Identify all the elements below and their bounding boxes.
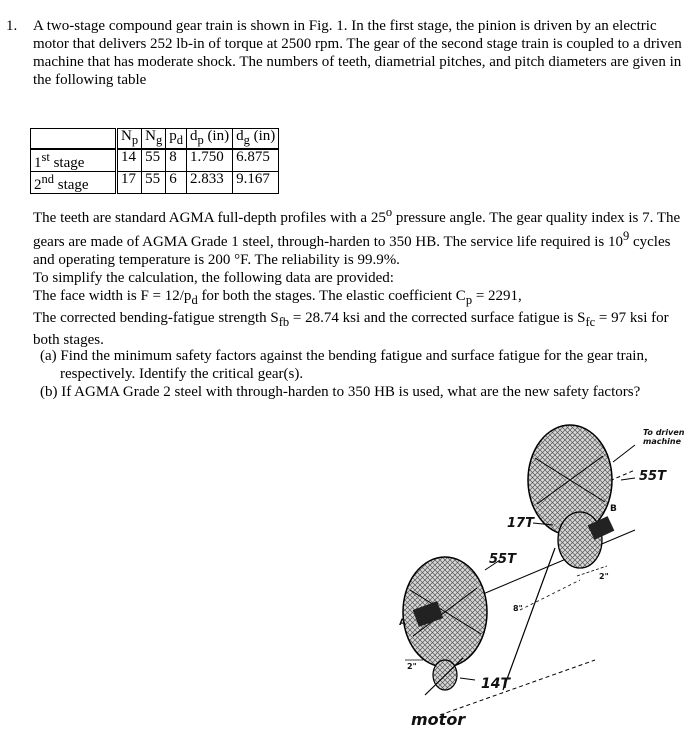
header-dp-sub: p [197,133,204,147]
leader-55t-top [621,478,635,480]
row-label-sup: nd [41,172,54,186]
header-dp-unit: (in) [203,128,230,144]
header-np-sub: p [131,133,139,147]
cell-np: 17 [117,172,142,194]
desc-text: pressure angle. The gear quality index is 7. The gears are made of AGMA Grade 1 steel, through-harden to 350 HB. The service life required is 10 [33,210,681,250]
header-ng [142,129,166,150]
subscript: fc [585,315,596,329]
questions-list [40,347,680,401]
gear-data-table [30,128,279,194]
problem-intro: A two-stage compound gear train is shown in Fig. 1. In the first stage, the pinion is driven by an electric motor that delivers 252 lb-in of torque at 2500 rpm. The gear of the second stage train is coupled to a driven machine that has moderate shock. The numbers of teeth, diametrial pitches, and pitch diameters are given in the following table [33,18,682,88]
leader-14t [460,678,475,680]
table-corner-cell [31,129,117,150]
table-header-row [31,129,279,150]
label-motor: motor [411,710,466,729]
label-55t-top: 55T [639,469,666,484]
shaft-line [503,548,555,690]
label-8in: 8" [513,604,523,613]
label-2in-right: 2" [599,572,609,581]
row-label [31,149,117,172]
header-pd [166,129,187,150]
label-to-driven [643,428,684,446]
header-pd-main: p [169,128,177,144]
row-label-rest: stage [49,155,85,171]
desc-text: The corrected bending-fatigue strength S [33,310,279,326]
header-np-main: N [121,128,132,144]
row-label [31,172,117,194]
header-dg-main: d [236,128,244,144]
cell-dg: 6.875 [233,149,279,172]
cell-dp: 1.750 [186,149,232,172]
cell-dp: 2.833 [186,172,232,194]
header-dg-unit: (in) [249,128,276,144]
center-line [440,660,595,715]
desc-text: for both the stages. The elastic coefficient C [197,288,466,304]
degree-mark: o [385,205,393,219]
desc-text: = 2291, [472,288,522,304]
row-label-num: 2 [34,177,42,193]
label-b: B [610,504,617,514]
header-pd-sub: d [176,133,183,147]
header-ng-sub: g [155,133,163,147]
label-14t: 14T [481,676,511,692]
desc-paragraph-3 [33,287,685,309]
pinion-17t [558,512,602,568]
subscript: p [465,293,473,307]
exponent: 9 [622,229,630,243]
cell-pd: 6 [166,172,187,194]
subscript: fb [278,315,290,329]
desc-paragraph-1 [33,203,685,269]
leader-driven [613,445,635,462]
header-ng-main: N [145,128,156,144]
subscript: d [191,293,198,307]
desc-text: The face width is F = 12/p [33,288,192,304]
question-b: (b) If AGMA Grade 2 steel with through-harden to 350 HB is used, what are the new safety factors? [40,384,641,400]
cell-dg: 9.167 [233,172,279,194]
row-label-sup: st [41,150,50,164]
header-np [117,129,142,150]
label-to-driven-1: To driven [643,428,685,437]
cell-pd: 8 [166,149,187,172]
dimension-8in-line [520,580,580,610]
label-17t: 17T [507,516,534,531]
label-2in-left: 2" [407,662,417,671]
problem-description [33,203,685,349]
desc-text: The teeth are standard AGMA full-depth profiles with a 25 [33,210,386,226]
row-label-num: 1 [34,155,42,171]
desc-text: = 28.74 ksi and the corrected surface fatigue is S [289,310,586,326]
table-row [31,172,279,194]
header-dg-sub: g [243,133,250,147]
header-dp-main: d [189,128,198,144]
problem-number: 1. [6,18,18,34]
header-dg [233,129,279,150]
desc-paragraph-4 [33,309,685,349]
cell-ng: 55 [142,149,166,172]
label-55t: 55T [489,552,516,567]
cell-np: 14 [117,149,142,172]
header-dp [186,129,232,150]
question-a: (a) Find the minimum safety factors against the bending fatigue and surface fatigue for the gear train, respectively. Identify the critical gear(s). [40,348,648,382]
row-label-rest: stage [54,177,89,193]
desc-text: = 97 ksi for both stages. [33,310,669,348]
desc-paragraph-2: To simplify the calculation, the following data are provided: [33,270,394,286]
label-a: A [399,618,406,628]
cell-ng: 55 [142,172,166,194]
table-row [31,149,279,172]
label-to-driven-2: machine [643,437,682,446]
gear-train-figure [385,420,685,745]
desc-text: cycles and operating temperature is 200 °F. The reliability is 99.9%. [33,234,671,268]
